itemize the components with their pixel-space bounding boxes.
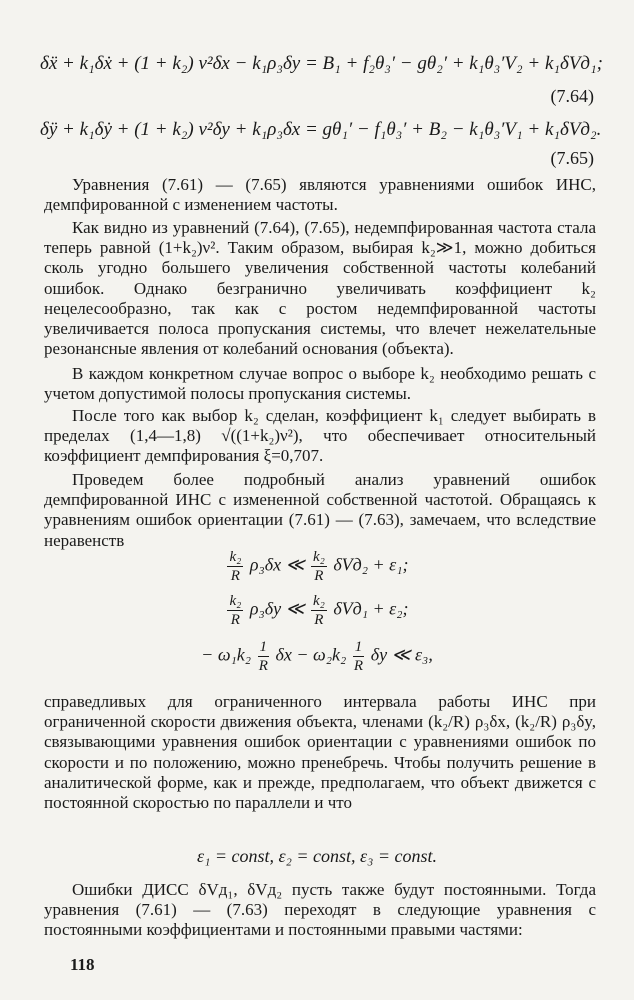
equation-7-65: δÿ + k₁δẏ + (1 + k₂) ν²δy + k₁ρ₃δx = gθ₁′ − f₁θ₃′ + B₂ − k₁θ₃′V₁ + k₁δVд₂.: [40, 119, 602, 140]
paragraph-diss-errors: Ошибки ДИСС δVд₁, δVд₂ пусть также будут постоянными. Тогда уравнения (7.61) — (7.63) переходят в следующие уравнения с постоянными коэффициентами и постоянными правыми частями:: [44, 880, 596, 940]
inequality-1: $\frac{\text{k₂}}{R}$ ρ₃δx ≪ $\frac{\text{k₂}}{R}$ δVд₂ + ε₁;: [229, 549, 409, 584]
equation-number-7-64: (7.64): [550, 86, 594, 106]
paragraph-analysis: Проведем более подробный анализ уравнений ошибок демпфированной ИНС с измененной собственной частотой. Обращаясь к уравнениям ошибок ориентации (7.61) — (7.63), замечаем, что вследствие неравенств: [44, 470, 596, 550]
paragraph-ins-error-equations: Уравнения (7.61) — (7.65) являются уравнениями ошибок ИНС, демпфированной с изменением частоты.: [44, 175, 596, 215]
fraction-k2-over-R: $\frac{\text{k₂}}{R}$: [229, 549, 242, 584]
paragraph-undamped-frequency: Как видно из уравнений (7.64), (7.65), недемпфированная частота стала теперь равной (1+k₂)ν². Таким образом, выбирая k₂≫1, можно добиться сколь угодно большего увеличения собственной частоты колебаний ошибок. Однако безгранично увеличивать коэффициент k₂ нецелесообразно, так как с ростом недемпфированной частоты увеличивается полоса пропускания системы, что влечет нежелательные резонансные явления от колебаний основания (объекта).: [44, 218, 596, 359]
equation-7-64: δẍ + k₁δẋ + (1 + k₂) ν²δx − k₁ρ₃δy = B₁ + f₂θ₃′ − gθ₂′ + k₁θ₃′V₂ + k₁δVд₁;: [40, 53, 603, 74]
equation-number-7-65: (7.65): [550, 148, 594, 168]
inequality-3: − ω₁k₂ $\frac{1}{R}$ δx − ω₂k₂ $\frac{1}{R}$ δy ≪ ε₃,: [201, 639, 433, 674]
inequality-2: $\frac{\text{k₂}}{R}$ ρ₃δy ≪ $\frac{\text{k₂}}{R}$ δVд₁ + ε₂;: [229, 593, 409, 628]
paragraph-choice-k1: После того как выбор k₂ сделан, коэффициент k₁ следует выбирать в пределах (1,4—1,8) √((1+k₂)ν²), что обеспечивает относительный коэффициент демпфирования ξ=0,707.: [44, 406, 596, 466]
paragraph-choice-k2: В каждом конкретном случае вопрос о выборе k₂ необходимо решать с учетом допустимой полосы пропускания системы.: [44, 364, 596, 404]
page-number: 118: [70, 955, 95, 974]
paragraph-neglect-terms: справедливых для ограниченного интервала работы ИНС при ограниченной скорости движения объекта, членами (k₂/R) ρ₃δx, (k₂/R) ρ₃δy, связывающими уравнения ошибок ориентации с уравнениями ошибок по скорости и по положению, можно пренебречь. Чтобы получить решение в аналитической форме, как и прежде, предполагаем, что объект движется с постоянной скоростью по параллели и что: [44, 692, 596, 813]
constants-line: ε₁ = const, ε₂ = const, ε₃ = const.: [197, 846, 437, 866]
